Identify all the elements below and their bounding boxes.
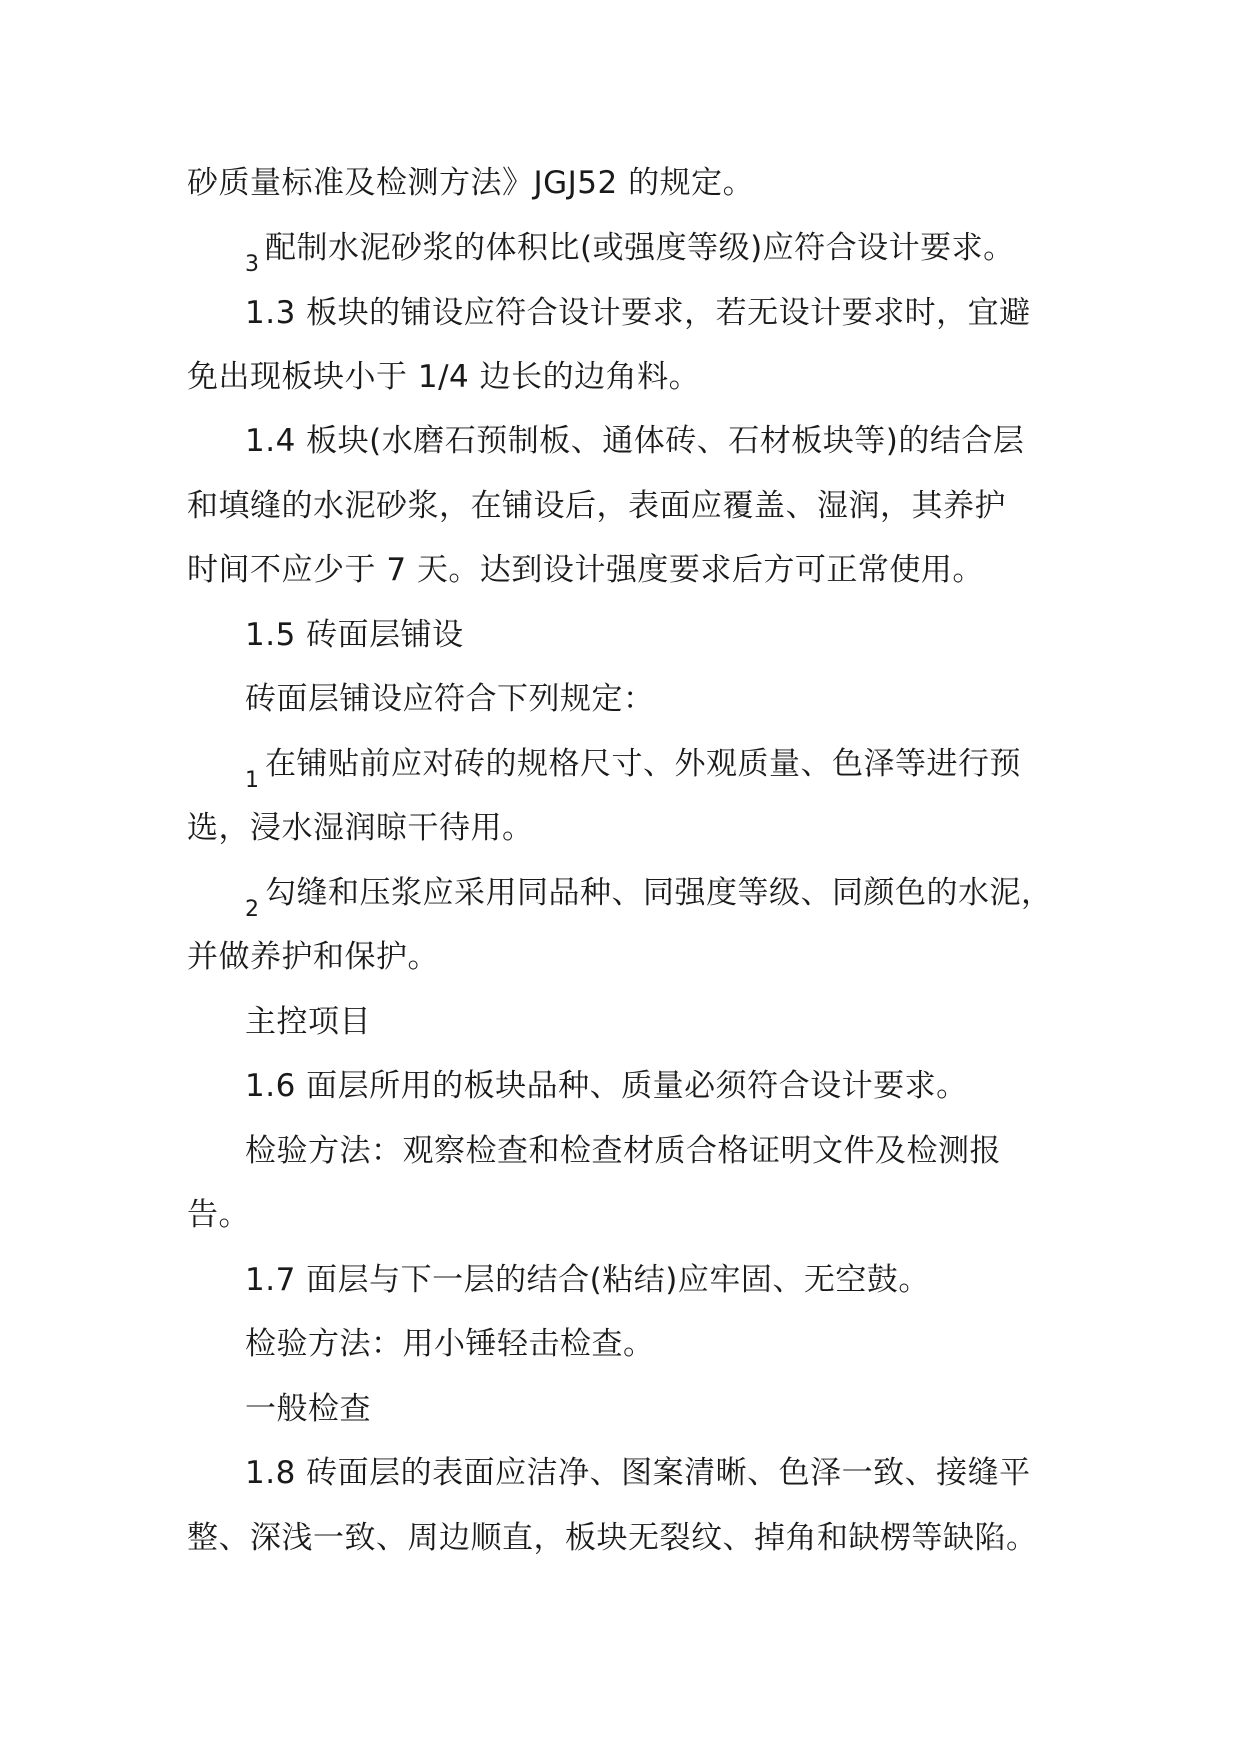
text-line-7: 时间不应少于 7 天。达到设计强度要求后方可正常使用。 — [187, 552, 984, 588]
item-number-3: 3 — [245, 252, 259, 277]
text-line-13: 并做养护和保护。 — [187, 939, 439, 975]
text-line-22: 整、深浅一致、周边顺直，板块无裂纹、掉角和缺楞等缺陷。 — [187, 1520, 1038, 1556]
text-line-5: 1.4 板块(水磨石预制板、通体砖、石材板块等)的结合层 — [245, 423, 1025, 459]
text-line-21: 1.8 砖面层的表面应洁净、图案清晰、色泽一致、接缝平 — [245, 1455, 1031, 1491]
section-heading-main-control: 主控项目 — [245, 1004, 371, 1040]
text-line-12: 勾缝和压浆应采用同品种、同强度等级、同颜色的水泥， — [265, 875, 1053, 911]
text-line-15: 1.6 面层所用的板块品种、质量必须符合设计要求。 — [245, 1068, 968, 1104]
text-line-18: 1.7 面层与下一层的结合(粘结)应牢固、无空鼓。 — [245, 1262, 930, 1298]
text-line-6: 和填缝的水泥砂浆，在铺设后，表面应覆盖、湿润，其养护 — [187, 488, 1006, 524]
text-line-4: 免出现板块小于 1/4 边长的边角料。 — [187, 359, 701, 395]
item-number-2: 2 — [245, 897, 259, 922]
text-line-16: 检验方法：观察检查和检查材质合格证明文件及检测报 — [245, 1133, 1001, 1169]
section-heading-general-check: 一般检查 — [245, 1391, 371, 1427]
text-line-11: 选，浸水湿润晾干待用。 — [187, 810, 534, 846]
text-line-19: 检验方法：用小锤轻击检查。 — [245, 1326, 655, 1362]
text-line-1: 砂质量标准及检测方法》JGJ52 的规定。 — [187, 165, 755, 201]
text-line-2: 配制水泥砂浆的体积比(或强度等级)应符合设计要求。 — [265, 230, 1015, 266]
text-line-8: 1.5 砖面层铺设 — [245, 617, 464, 653]
item-number-1: 1 — [245, 768, 259, 793]
text-line-17: 告。 — [187, 1197, 250, 1233]
text-line-9: 砖面层铺设应符合下列规定： — [245, 681, 655, 717]
text-line-3: 1.3 板块的铺设应符合设计要求，若无设计要求时，宜避 — [245, 295, 1031, 331]
text-line-10: 在铺贴前应对砖的规格尺寸、外观质量、色泽等进行预 — [265, 746, 1021, 782]
